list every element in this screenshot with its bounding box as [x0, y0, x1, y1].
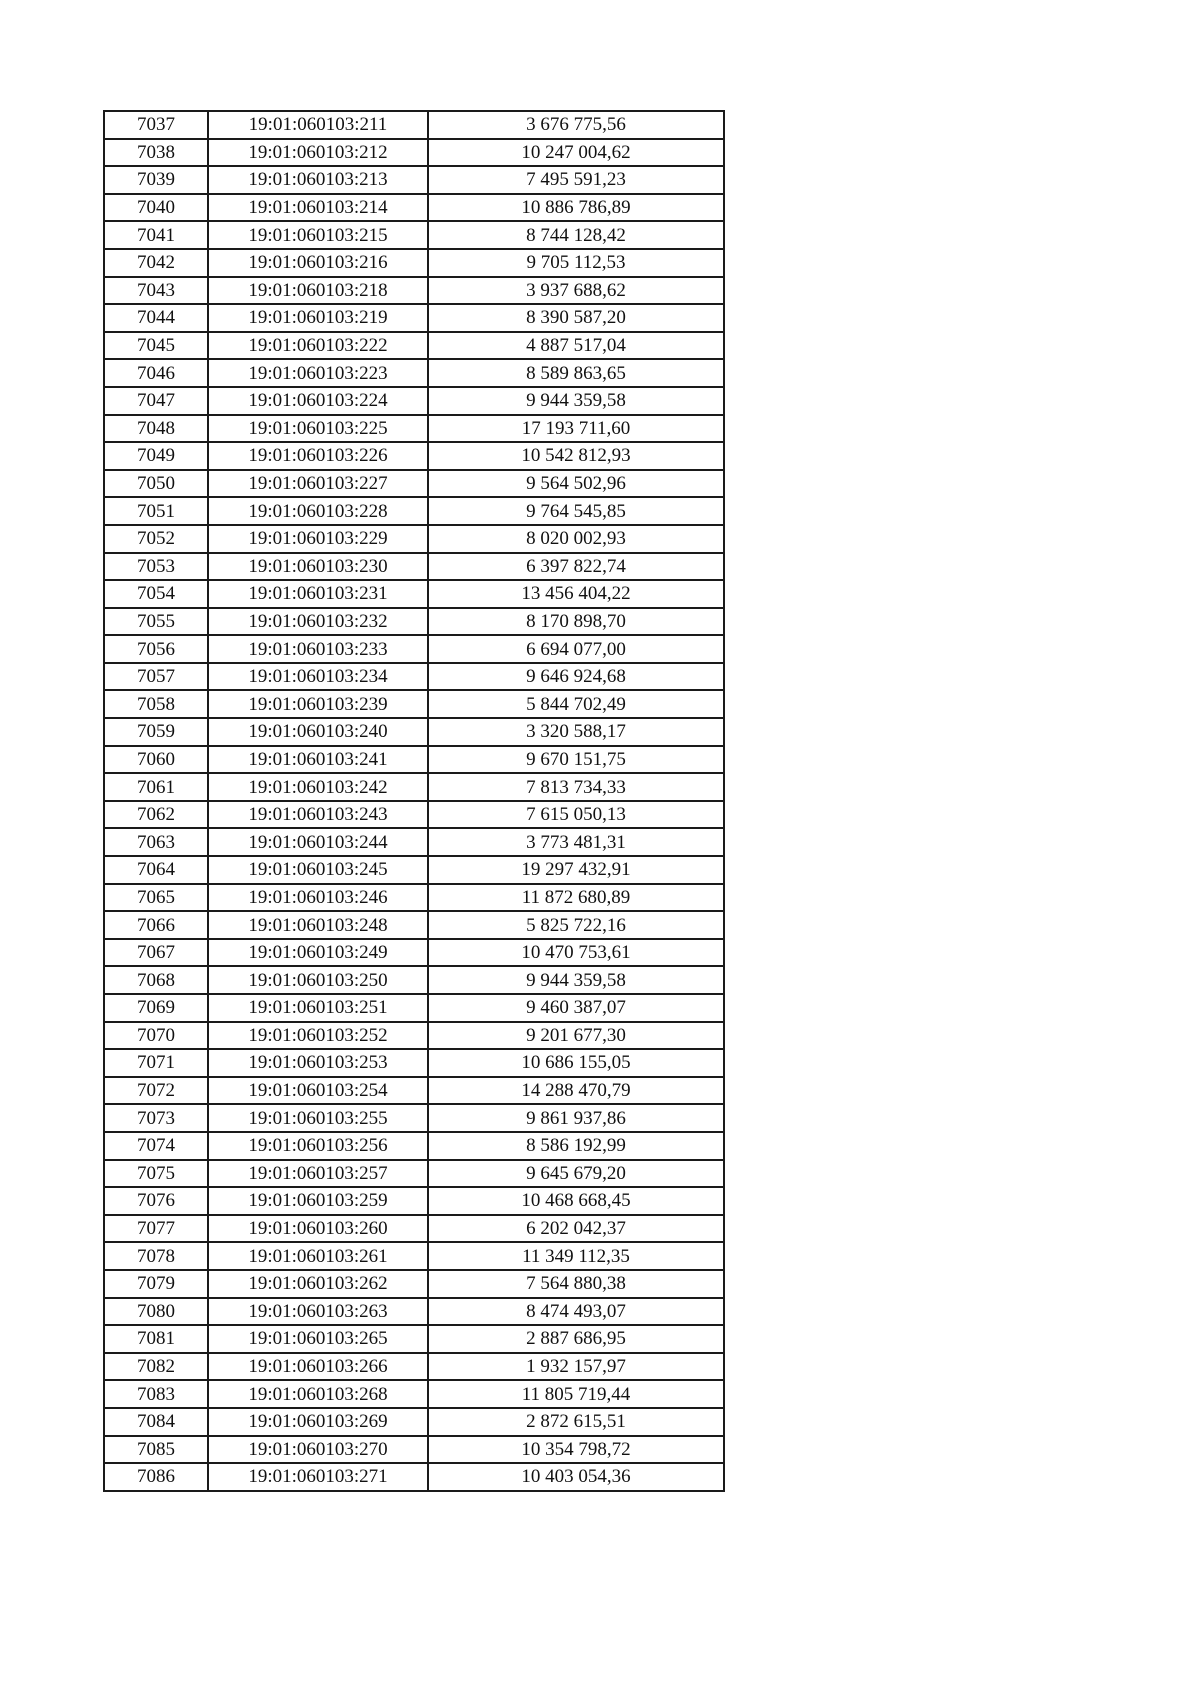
cadastral-value-cell: 19 297 432,91 — [428, 856, 724, 884]
cadastral-number-cell: 19:01:060103:271 — [208, 1463, 428, 1491]
row-number-cell: 7056 — [104, 635, 208, 663]
row-number-cell: 7063 — [104, 828, 208, 856]
row-number-cell: 7047 — [104, 387, 208, 415]
row-number-cell: 7077 — [104, 1215, 208, 1243]
table-row — [104, 277, 724, 305]
cadastral-number-cell: 19:01:060103:242 — [208, 773, 428, 801]
cadastral-number-cell: 19:01:060103:213 — [208, 166, 428, 194]
row-number-cell: 7069 — [104, 994, 208, 1022]
table-row — [104, 194, 724, 222]
row-number-cell: 7076 — [104, 1187, 208, 1215]
cadastral-number-cell: 19:01:060103:226 — [208, 442, 428, 470]
row-number-cell: 7040 — [104, 194, 208, 222]
cadastral-value-cell: 9 460 387,07 — [428, 994, 724, 1022]
cadastral-number-cell: 19:01:060103:239 — [208, 690, 428, 718]
cadastral-number-cell: 19:01:060103:246 — [208, 884, 428, 912]
row-number-cell: 7058 — [104, 690, 208, 718]
row-number-cell: 7045 — [104, 332, 208, 360]
cadastral-number-cell: 19:01:060103:251 — [208, 994, 428, 1022]
table-row — [104, 801, 724, 829]
cadastral-number-cell: 19:01:060103:216 — [208, 249, 428, 277]
cadastral-number-cell: 19:01:060103:244 — [208, 828, 428, 856]
table-row — [104, 1022, 724, 1050]
cadastral-value-cell: 8 390 587,20 — [428, 304, 724, 332]
table-row — [104, 718, 724, 746]
table-row — [104, 553, 724, 581]
table-row — [104, 1353, 724, 1381]
cadastral-number-cell: 19:01:060103:214 — [208, 194, 428, 222]
cadastral-value-cell: 8 474 493,07 — [428, 1298, 724, 1326]
cadastral-value-cell: 17 193 711,60 — [428, 415, 724, 443]
row-number-cell: 7039 — [104, 166, 208, 194]
cadastral-value-cell: 5 825 722,16 — [428, 911, 724, 939]
cadastral-number-cell: 19:01:060103:261 — [208, 1242, 428, 1270]
cadastral-value-cell: 6 397 822,74 — [428, 553, 724, 581]
cadastral-value-cell: 8 020 002,93 — [428, 525, 724, 553]
cadastral-number-cell: 19:01:060103:265 — [208, 1325, 428, 1353]
cadastral-value-cell: 9 764 545,85 — [428, 497, 724, 525]
cadastral-number-cell: 19:01:060103:262 — [208, 1270, 428, 1298]
row-number-cell: 7066 — [104, 911, 208, 939]
table-row — [104, 249, 724, 277]
row-number-cell: 7081 — [104, 1325, 208, 1353]
cadastral-value-cell: 3 320 588,17 — [428, 718, 724, 746]
cadastral-value-cell: 7 564 880,38 — [428, 1270, 724, 1298]
cadastral-number-cell: 19:01:060103:253 — [208, 1049, 428, 1077]
cadastral-value-cell: 10 886 786,89 — [428, 194, 724, 222]
cadastral-value-cell: 8 589 863,65 — [428, 359, 724, 387]
table-row — [104, 525, 724, 553]
row-number-cell: 7064 — [104, 856, 208, 884]
row-number-cell: 7046 — [104, 359, 208, 387]
cadastral-value-cell: 3 676 775,56 — [428, 111, 724, 139]
table-row — [104, 939, 724, 967]
table-row — [104, 415, 724, 443]
cadastral-number-cell: 19:01:060103:268 — [208, 1380, 428, 1408]
row-number-cell: 7071 — [104, 1049, 208, 1077]
cadastral-value-cell: 6 202 042,37 — [428, 1215, 724, 1243]
cadastral-number-cell: 19:01:060103:240 — [208, 718, 428, 746]
row-number-cell: 7044 — [104, 304, 208, 332]
cadastral-number-cell: 19:01:060103:225 — [208, 415, 428, 443]
cadastral-number-cell: 19:01:060103:227 — [208, 470, 428, 498]
cadastral-value-cell: 9 670 151,75 — [428, 746, 724, 774]
cadastral-value-cell: 3 773 481,31 — [428, 828, 724, 856]
row-number-cell: 7067 — [104, 939, 208, 967]
table-row — [104, 1215, 724, 1243]
table-row — [104, 1187, 724, 1215]
table-row — [104, 608, 724, 636]
row-number-cell: 7060 — [104, 746, 208, 774]
cadastral-number-cell: 19:01:060103:263 — [208, 1298, 428, 1326]
row-number-cell: 7062 — [104, 801, 208, 829]
cadastral-number-cell: 19:01:060103:224 — [208, 387, 428, 415]
table-body — [104, 111, 724, 1491]
table-row — [104, 635, 724, 663]
table-row — [104, 387, 724, 415]
row-number-cell: 7048 — [104, 415, 208, 443]
cadastral-number-cell: 19:01:060103:254 — [208, 1077, 428, 1105]
row-number-cell: 7043 — [104, 277, 208, 305]
cadastral-value-cell: 10 468 668,45 — [428, 1187, 724, 1215]
cadastral-number-cell: 19:01:060103:218 — [208, 277, 428, 305]
cadastral-number-cell: 19:01:060103:219 — [208, 304, 428, 332]
row-number-cell: 7073 — [104, 1104, 208, 1132]
cadastral-number-cell: 19:01:060103:269 — [208, 1408, 428, 1436]
row-number-cell: 7083 — [104, 1380, 208, 1408]
cadastral-value-cell: 2 887 686,95 — [428, 1325, 724, 1353]
cadastral-number-cell: 19:01:060103:223 — [208, 359, 428, 387]
row-number-cell: 7054 — [104, 580, 208, 608]
cadastral-value-cell: 3 937 688,62 — [428, 277, 724, 305]
cadastral-value-cell: 7 615 050,13 — [428, 801, 724, 829]
row-number-cell: 7041 — [104, 221, 208, 249]
row-number-cell: 7065 — [104, 884, 208, 912]
cadastral-number-cell: 19:01:060103:266 — [208, 1353, 428, 1381]
cadastral-value-cell: 11 805 719,44 — [428, 1380, 724, 1408]
table-row — [104, 1436, 724, 1464]
table-row — [104, 497, 724, 525]
row-number-cell: 7055 — [104, 608, 208, 636]
table-row — [104, 111, 724, 139]
cadastral-value-cell: 8 586 192,99 — [428, 1132, 724, 1160]
cadastral-number-cell: 19:01:060103:231 — [208, 580, 428, 608]
cadastral-value-cell: 9 944 359,58 — [428, 387, 724, 415]
cadastral-value-cell: 10 403 054,36 — [428, 1463, 724, 1491]
cadastre-value-table — [103, 110, 725, 1492]
table-row — [104, 828, 724, 856]
table-row — [104, 773, 724, 801]
cadastral-value-cell: 6 694 077,00 — [428, 635, 724, 663]
cadastral-value-cell: 9 645 679,20 — [428, 1160, 724, 1188]
table-row — [104, 1077, 724, 1105]
cadastral-value-cell: 11 872 680,89 — [428, 884, 724, 912]
cadastral-value-cell: 4 887 517,04 — [428, 332, 724, 360]
table-row — [104, 1049, 724, 1077]
table-row — [104, 1408, 724, 1436]
table-row — [104, 166, 724, 194]
table-row — [104, 580, 724, 608]
row-number-cell: 7057 — [104, 663, 208, 691]
row-number-cell: 7052 — [104, 525, 208, 553]
cadastral-number-cell: 19:01:060103:215 — [208, 221, 428, 249]
cadastral-number-cell: 19:01:060103:232 — [208, 608, 428, 636]
row-number-cell: 7051 — [104, 497, 208, 525]
table-row — [104, 746, 724, 774]
row-number-cell: 7084 — [104, 1408, 208, 1436]
cadastral-number-cell: 19:01:060103:243 — [208, 801, 428, 829]
cadastral-number-cell: 19:01:060103:256 — [208, 1132, 428, 1160]
cadastral-value-cell: 9 564 502,96 — [428, 470, 724, 498]
table-row — [104, 332, 724, 360]
cadastral-value-cell: 9 201 677,30 — [428, 1022, 724, 1050]
cadastral-number-cell: 19:01:060103:222 — [208, 332, 428, 360]
table-row — [104, 884, 724, 912]
cadastral-value-cell: 8 744 128,42 — [428, 221, 724, 249]
row-number-cell: 7079 — [104, 1270, 208, 1298]
row-number-cell: 7061 — [104, 773, 208, 801]
table-row — [104, 221, 724, 249]
cadastral-value-cell: 8 170 898,70 — [428, 608, 724, 636]
table-row — [104, 966, 724, 994]
cadastral-value-cell: 11 349 112,35 — [428, 1242, 724, 1270]
row-number-cell: 7078 — [104, 1242, 208, 1270]
table-row — [104, 1380, 724, 1408]
row-number-cell: 7050 — [104, 470, 208, 498]
table-row — [104, 1325, 724, 1353]
table-row — [104, 470, 724, 498]
cadastral-value-cell: 9 646 924,68 — [428, 663, 724, 691]
row-number-cell: 7086 — [104, 1463, 208, 1491]
table-row — [104, 1463, 724, 1491]
table-row — [104, 139, 724, 167]
cadastral-number-cell: 19:01:060103:233 — [208, 635, 428, 663]
row-number-cell: 7053 — [104, 553, 208, 581]
cadastral-value-cell: 13 456 404,22 — [428, 580, 724, 608]
table-row — [104, 1132, 724, 1160]
table-row — [104, 994, 724, 1022]
cadastral-value-cell: 9 705 112,53 — [428, 249, 724, 277]
table-row — [104, 442, 724, 470]
cadastral-value-cell: 7 813 734,33 — [428, 773, 724, 801]
row-number-cell: 7075 — [104, 1160, 208, 1188]
table-row — [104, 304, 724, 332]
row-number-cell: 7038 — [104, 139, 208, 167]
cadastral-value-cell: 14 288 470,79 — [428, 1077, 724, 1105]
cadastral-number-cell: 19:01:060103:211 — [208, 111, 428, 139]
cadastral-number-cell: 19:01:060103:248 — [208, 911, 428, 939]
table-row — [104, 1298, 724, 1326]
row-number-cell: 7074 — [104, 1132, 208, 1160]
cadastral-number-cell: 19:01:060103:255 — [208, 1104, 428, 1132]
table-row — [104, 1104, 724, 1132]
table-row — [104, 690, 724, 718]
table-row — [104, 1242, 724, 1270]
row-number-cell: 7059 — [104, 718, 208, 746]
cadastral-number-cell: 19:01:060103:229 — [208, 525, 428, 553]
table-row — [104, 856, 724, 884]
row-number-cell: 7070 — [104, 1022, 208, 1050]
cadastral-value-cell: 10 247 004,62 — [428, 139, 724, 167]
table-row — [104, 663, 724, 691]
cadastral-value-cell: 9 944 359,58 — [428, 966, 724, 994]
row-number-cell: 7042 — [104, 249, 208, 277]
cadastral-number-cell: 19:01:060103:257 — [208, 1160, 428, 1188]
cadastral-number-cell: 19:01:060103:252 — [208, 1022, 428, 1050]
table-row — [104, 359, 724, 387]
cadastral-number-cell: 19:01:060103:270 — [208, 1436, 428, 1464]
cadastral-value-cell: 9 861 937,86 — [428, 1104, 724, 1132]
cadastral-value-cell: 10 470 753,61 — [428, 939, 724, 967]
cadastral-value-cell: 10 354 798,72 — [428, 1436, 724, 1464]
table-row — [104, 911, 724, 939]
row-number-cell: 7037 — [104, 111, 208, 139]
row-number-cell: 7085 — [104, 1436, 208, 1464]
row-number-cell: 7049 — [104, 442, 208, 470]
cadastral-number-cell: 19:01:060103:260 — [208, 1215, 428, 1243]
table-row — [104, 1160, 724, 1188]
cadastral-number-cell: 19:01:060103:241 — [208, 746, 428, 774]
cadastral-value-cell: 1 932 157,97 — [428, 1353, 724, 1381]
cadastral-number-cell: 19:01:060103:234 — [208, 663, 428, 691]
cadastral-value-cell: 10 542 812,93 — [428, 442, 724, 470]
table-row — [104, 1270, 724, 1298]
cadastral-number-cell: 19:01:060103:249 — [208, 939, 428, 967]
cadastral-value-cell: 2 872 615,51 — [428, 1408, 724, 1436]
cadastral-number-cell: 19:01:060103:245 — [208, 856, 428, 884]
cadastral-value-cell: 7 495 591,23 — [428, 166, 724, 194]
row-number-cell: 7080 — [104, 1298, 208, 1326]
cadastral-number-cell: 19:01:060103:259 — [208, 1187, 428, 1215]
cadastral-value-cell: 10 686 155,05 — [428, 1049, 724, 1077]
row-number-cell: 7072 — [104, 1077, 208, 1105]
cadastral-value-cell: 5 844 702,49 — [428, 690, 724, 718]
cadastral-number-cell: 19:01:060103:212 — [208, 139, 428, 167]
cadastral-number-cell: 19:01:060103:230 — [208, 553, 428, 581]
cadastral-number-cell: 19:01:060103:250 — [208, 966, 428, 994]
row-number-cell: 7082 — [104, 1353, 208, 1381]
row-number-cell: 7068 — [104, 966, 208, 994]
cadastral-number-cell: 19:01:060103:228 — [208, 497, 428, 525]
